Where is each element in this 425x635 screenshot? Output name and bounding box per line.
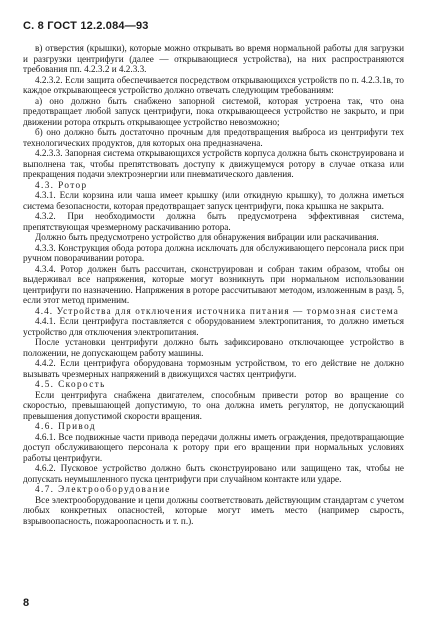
document-body xyxy=(23,43,404,526)
paragraph: 4.2.3.3. Запорная система открывающихся устройств корпуса должна быть сконструирована и выполнена так, чтобы препятствовать доступу к движущемуся ротору в случае отказа или прекращения подачи электроэнергии или пневматического давления. xyxy=(23,148,404,179)
section-heading: 4.5. Скорость xyxy=(35,379,106,389)
paragraph: 4.3.4. Ротор должен быть рассчитан, сконструирован и собран таким образом, чтобы он выдерживал все напряжения, которые могут возникнуть при нормальном использовании центрифуги по назначению. Напряжения в роторе рассчитывают методом, изложенным в разд. 5, если этот метод применим. xyxy=(23,263,404,305)
paragraph: 4.3.3. Конструкция обода ротора должна исключать для обслуживающего персонала риск при ручном поворачивании ротора. xyxy=(23,242,404,263)
paragraph: 4.6.1. Все подвижные части привода передачи должны иметь ограждения, предотвращающие доступ обслуживающего персонала к ротору при его вращении при нормальных условиях работы центрифуги. xyxy=(23,431,404,463)
section-heading: 4.6. Привод xyxy=(35,421,96,431)
paragraph: Все электрооборудование и цепи должны соответствовать действующим стандартам с учетом любых конкретных опасностей, которые могут иметь место (например сырость, взрывоопасность, пожароопасность и т. п.). xyxy=(23,494,404,526)
paragraph: 4.4.1. Если центрифуга поставляется с оборудованием электропитания, то должно иметься устройство для отключения электропитания. xyxy=(23,316,404,337)
section-heading: 4.7. Электрооборудование xyxy=(35,484,171,494)
paragraph: 4.6.2. Пусковое устройство должно быть сконструировано или защищено так, чтобы не допускать неумышленного пуска центрифуги при случайном контакте или ударе. xyxy=(23,463,404,484)
page-header: С. 8 ГОСТ 12.2.084—93 xyxy=(23,20,149,32)
section-heading: 4.4. Устройства для отключения источника питания — тормозная система xyxy=(35,305,399,316)
paragraph: После установки центрифуги должно быть зафиксировано отключающее устройство в положении, не допускающем работу машины. xyxy=(23,337,404,358)
section-heading: 4.3. Ротор xyxy=(35,179,88,190)
paragraph: 4.3.2. При необходимости должна быть предусмотрена эффективная система, препятствующая чрезмерному раскачиванию ротора. xyxy=(23,211,404,232)
page-number: 8 xyxy=(23,597,30,609)
paragraph: 4.3.1. Если корзина или чаша имеет крышку (или откидную крышку), то должна иметься система безопасности, которая предотвращает запуск центрифуги, пока крышка не закрыта. xyxy=(23,190,404,211)
paragraph: Если центрифуга снабжена двигателем, способным привести ротор во вращение со скоростью, превышающей допустимую, то она должна иметь регулятор, не допускающий превышения допустимой скорости вращения. xyxy=(23,389,404,421)
paragraph: 4.2.3.2. Если защита обеспечивается посредством открывающихся устройств по п. 4.2.3.1в, то каждое открывающееся устройство должно отвечать следующим требованиям: xyxy=(23,74,404,95)
paragraph: б) оно должно быть достаточно прочным для предотвращения выброса из центрифуги тех технологических продуктов, для которых она предназначена. xyxy=(23,127,404,148)
paragraph: Должно быть предусмотрено устройство для обнаружения вибрации или раскачивания. xyxy=(35,232,379,242)
paragraph: а) оно должно быть снабжено запорной системой, которая устроена так, что она предотвращает любой запуск центрифуги, пока открывающееся устройство не закрыто, и при движении ротора открыть открывающее устройство невозможно; xyxy=(23,95,404,127)
paragraph: 4.4.2. Если центрифуга оборудована тормозным устройством, то его действие не должно вызывать чрезмерных напряжений в движущихся частях центрифуги. xyxy=(23,358,404,379)
paragraph: в) отверстия (крышки), которые можно открывать во время нормальной работы для загрузки и разгрузки центрифуги (далее — открывающиеся устройства), на них распространяются требования пп. 4.2.3.2 и 4.2.3.3. xyxy=(23,43,404,74)
